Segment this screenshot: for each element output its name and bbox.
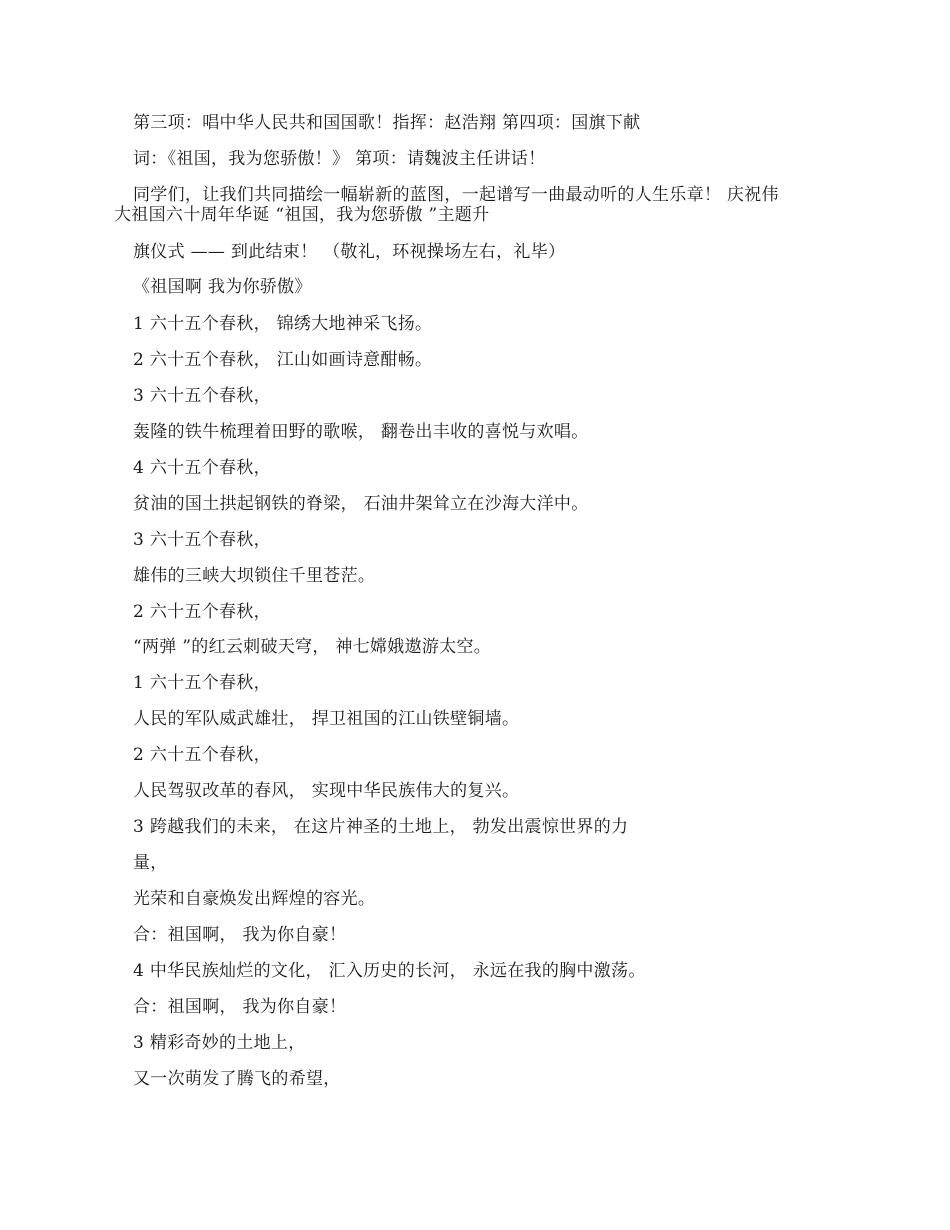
text-line: 雄伟的三峡大坝锁住千里苍茫。 — [133, 566, 376, 586]
text-line: 4 中华民族灿烂的文化， 汇入历史的长河， 永远在我的胸中激荡。 — [133, 961, 646, 981]
text-line: 人民的军队威武雄壮， 捍卫祖国的江山铁壁铜墙。 — [133, 709, 520, 729]
text-line: 量， — [133, 853, 168, 873]
text-line: 1 六十五个春秋， — [133, 673, 271, 693]
text-line: 1 六十五个春秋， 锦绣大地神采飞扬。 — [133, 314, 433, 334]
text-line: 词：《祖国，我为您骄傲！》 第项：请魏波主任讲话！ — [133, 149, 546, 169]
text-line: 3 六十五个春秋， — [133, 386, 271, 406]
text-line: 大祖国六十周年华诞 “祖国，我为您骄傲 ”主题升 — [114, 205, 490, 225]
text-line: 3 六十五个春秋， — [133, 530, 271, 550]
text-line: 人民驾驭改革的春风， 实现中华民族伟大的复兴。 — [133, 781, 520, 801]
text-line: 2 六十五个春秋， 江山如画诗意酣畅。 — [133, 350, 433, 370]
text-line: 又一次萌发了腾飞的希望， — [133, 1069, 341, 1089]
text-line: “两弹 ”的红云刺破天穹， 神七嫦娥遨游太空。 — [133, 637, 492, 657]
text-line: 2 六十五个春秋， — [133, 602, 271, 622]
text-line: 第三项：唱中华人民共和国国歌！指挥：赵浩翔 第四项：国旗下献 — [133, 113, 641, 133]
text-line: 4 六十五个春秋， — [133, 458, 271, 478]
text-line: 合：祖国啊， 我为你自豪！ — [133, 925, 347, 945]
text-line: 光荣和自豪焕发出辉煌的容光。 — [133, 889, 376, 909]
text-line: 合：祖国啊， 我为你自豪！ — [133, 997, 347, 1017]
text-line: 3 跨越我们的未来， 在这片神圣的土地上， 勃发出震惊世界的力 — [133, 817, 629, 837]
text-line: 旗仪式 —— 到此结束！ （敬礼，环视操场左右，礼毕） — [133, 242, 566, 262]
text-line: 2 六十五个春秋， — [133, 745, 271, 765]
text-line: 《祖国啊 我为你骄傲》 — [133, 277, 312, 297]
text-line: 同学们，让我们共同描绘一幅崭新的蓝图，一起谱写一曲最动听的人生乐章！ 庆祝伟 — [133, 185, 779, 205]
text-line: 轰隆的铁牛梳理着田野的歌喉， 翻卷出丰收的喜悦与欢唱。 — [133, 422, 589, 442]
text-line: 3 精彩奇妙的土地上， — [133, 1033, 306, 1053]
text-line: 贫油的国土拱起钢铁的脊梁， 石油井架耸立在沙海大洋中。 — [133, 494, 589, 514]
